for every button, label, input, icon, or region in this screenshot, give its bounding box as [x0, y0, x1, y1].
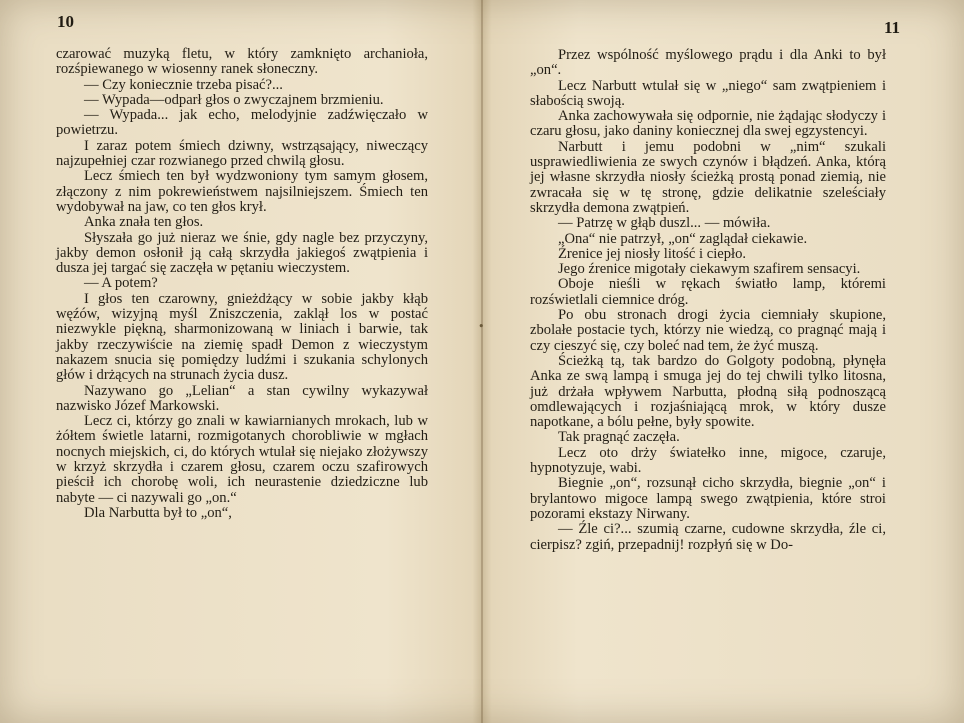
- paragraph: Nazywano go „Lelian“ a stan cywilny wykazywał nazwisko Józef Markowski.: [56, 382, 428, 414]
- paragraph: Narbutt i jemu podobni w „nim“ szukali usprawiedliwienia ze swych czynów i błądzeń. Anka, którą jej własne skrzydła niosły ścieżką prostą ponad ziemią, nie zwracała się w tę stronę, gdzie delikatnie szeleściały skrzydła demona zwątpień.: [530, 138, 886, 216]
- paragraph: Jego źrenice migotały ciekawym szafirem sensacyi.: [558, 261, 861, 278]
- left-page-text: [56, 47, 428, 521]
- paragraph: I głos ten czarowny, gnieżdżący w sobie jakby kłąb węźów, wizyjną myśl Zniszczenia, zaklął los w postać niezwykle piękną, sharmonizowaną w liniach i barwie, tak jakby rzeczywiście na ziemię spadł Demon z wieczystym nakazem snucia się pomiędzy ludźmi i szukania schylonych głów i drżących na strunach życia dusz.: [56, 290, 428, 384]
- right-page-text: [530, 48, 886, 553]
- paragraph: I zaraz potem śmiech dziwny, wstrząsający, niweczący najzupełniej czar rozwianego przed chwilą głosu.: [56, 137, 428, 170]
- paragraph: Lecz ci, którzy go znali w kawiarnianych mrokach, lub w żółtem świetle latarni, rozmigotanych chorobliwie w mgłach nocnych miejskich, ci, do których wtulał się niejako złożywszy w krzyż skrzydła i czarem głosu, czarem oczu szafirowych pieścił ich chorobę woli, ich neurastenie dziedziczne lub nabyte — ci nazywali go „on.“: [56, 413, 428, 506]
- page-number-right: 11: [884, 18, 901, 37]
- paragraph: Przez wspólność myślowego prądu i dla Anki to był „on“.: [530, 47, 886, 79]
- paragraph: Anka zachowywała się odpornie, nie żądając słodyczy i czaru głosu, jako daniny koniecznej dla swej egzystencyi.: [530, 108, 886, 140]
- paragraph: czarować muzyką fletu, w który zamknięto archanioła, rozśpiewanego w wiosenny ranek słoneczny.: [56, 46, 428, 78]
- paragraph: „Ona“ nie patrzył, „on“ zaglądał ciekawie.: [558, 230, 808, 247]
- paragraph: — Wypada—odparł głos o zwyczajnem brzmieniu.: [84, 91, 384, 108]
- paragraph: — Źle ci?... szumią czarne, cudowne skrzydła, źle ci, cierpisz? zgiń, przepadnij! rozpłyń się w Do-: [530, 521, 886, 553]
- paragraph: Lecz oto drży światełko inne, migoce, czaruje, hypnotyzuje, wabi.: [530, 444, 886, 477]
- paragraph: Słyszała go już nieraz we śnie, gdy nagle bez przyczyny, jakby demon osłonił ją całą skrzydła jakiegoś zwątpienia i dusza jej targać się zaczęła w pętaniu wieczystem.: [56, 229, 428, 277]
- paragraph: Oboje nieśli w rękach światło lamp, któremi rozświetlali ciemnice dróg.: [530, 276, 886, 308]
- paragraph: Dla Narbutta był to „on“,: [84, 504, 232, 521]
- paragraph: Po obu stronach drogi życia ciemniały skupione, zbolałe postacie tych, którzy nie wiedzą, co pragnąć mają i czy cieszyć się, czy boleć nad tem, że żyć muszą.: [530, 307, 886, 354]
- paragraph: — Patrzę w głąb duszl... — mówiła.: [558, 215, 771, 232]
- paragraph: — A potem?: [84, 275, 158, 292]
- page-number-left: 10: [57, 12, 74, 31]
- paragraph: — Wypada... jak echo, melodyjnie zadźwięczało w powietrzu.: [56, 107, 428, 139]
- right-page: [482, 0, 964, 723]
- gutter-mark: •: [478, 320, 485, 333]
- paragraph: Lecz śmiech ten był wydzwoniony tym samym głosem, złączony z nim pokrewieństwem najsilniejszem. Śmiech ten wydobywał na jaw, co ten głos krył.: [56, 168, 428, 215]
- paragraph: Ścieżką tą, tak bardzo do Golgoty podobną, płynęła Anka ze swą lampą i smuga jej do tej chwili tylko litosna, już drżała wpływem Narbutta, płodną siłą podnoszącą omdlewających i rozjaśniającą mrok, w który dusze napotkane, a bólu pełne, były spowite.: [530, 352, 886, 431]
- paragraph: Anka znała ten głos.: [84, 214, 204, 231]
- paragraph: Biegnie „on“, rozsunął cicho skrzydła, biegnie „on“ i brylantowo migoce lampą swego zwątpienia, które stroi pozorami ekstazy Nirwany.: [530, 475, 886, 522]
- paragraph: Źrenice jej niosły litość i ciepło.: [558, 245, 747, 262]
- paragraph: Tak pragnąć zaczęła.: [558, 429, 680, 446]
- paragraph: Lecz Narbutt wtulał się w „niego“ sam zwątpieniem i słabością swoją.: [530, 77, 886, 109]
- paragraph: — Czy koniecznie trzeba pisać?...: [84, 76, 283, 93]
